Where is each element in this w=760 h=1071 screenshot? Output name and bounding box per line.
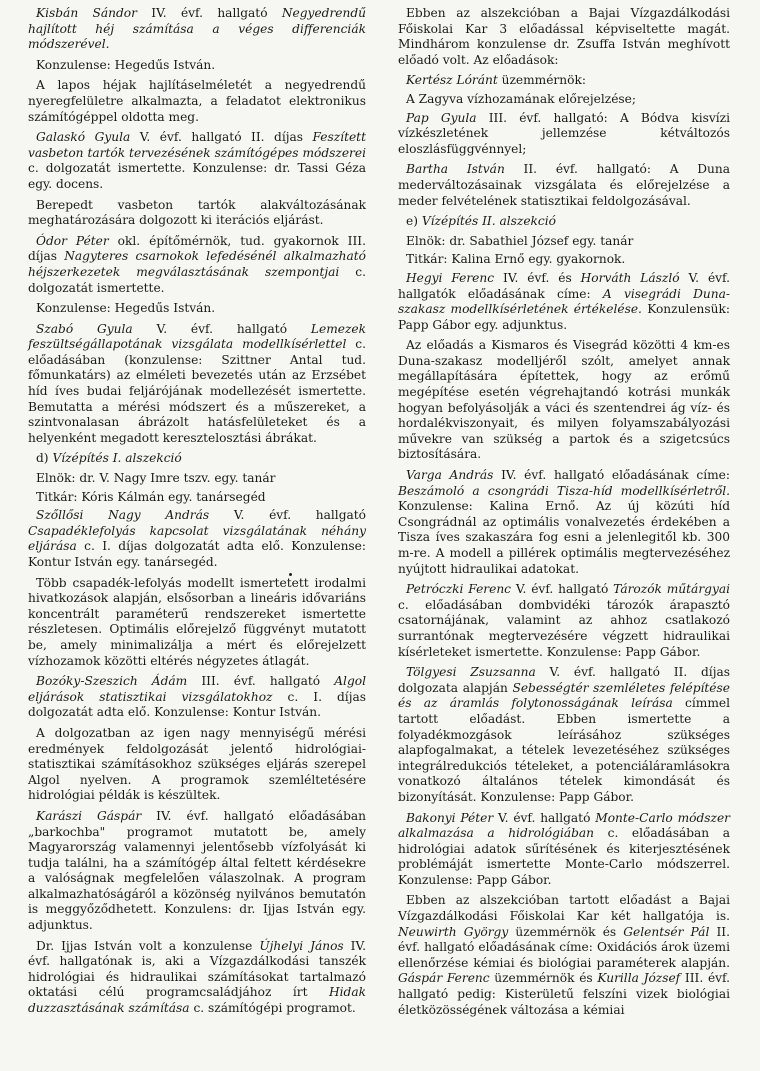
text-run: okl. építőmérnök, tud. gyakornok III. díjas (28, 233, 366, 264)
text-run: Dr. Ijjas István volt a konzulense (36, 938, 260, 953)
left-column (28, 6, 366, 1022)
paragraph (28, 726, 366, 804)
italic-text: Kertész Lóránt (406, 73, 498, 88)
paragraph (398, 665, 730, 805)
paragraph (398, 234, 730, 250)
text-run: c. számítógépi programot. (189, 1001, 356, 1016)
text-run: Konzulense: Hegedűs István. (36, 57, 216, 72)
paragraph (28, 198, 366, 229)
italic-text: Algol eljárások statisztikai vizsgálatokhoz (28, 674, 366, 704)
text-run: III. évf. hallgató (187, 674, 335, 689)
italic-text: Gáspár Ferenc (398, 971, 490, 986)
italic-text: Galaskó Gyula (36, 130, 131, 145)
text-run: Több csapadék-lefolyás modellt ismertetett irodalmi hivatkozások alapján, elsősorban a lineáris idővariáns koncentrált paraméterű rendszereket ismertette részletesen. Optimális előrejelző függvényt mutatott be, amely minimalizálja a mért és előrejelzett vízhozamok közötti eltérés négyzetes átlagát. (28, 575, 366, 668)
paragraph (28, 234, 366, 296)
text-run: Elnök: dr. V. Nagy Imre tszv. egy. tanár (36, 471, 276, 486)
paragraph (28, 78, 366, 125)
italic-text: Kurilla József (597, 971, 681, 986)
text-run: c. dolgozatát ismertette. Konzulense: dr. Tassi Géza egy. docens. (28, 161, 366, 191)
right-column (398, 6, 730, 1023)
text-run: A Zagyva vízhozamának előrejelzése; (406, 91, 636, 106)
italic-text: Bartha István (406, 162, 505, 177)
text-run: V. évf. hallgatók előadásának címe: (398, 270, 731, 301)
italic-text: Kisbán Sándor (36, 6, 137, 20)
paragraph (398, 582, 730, 660)
italic-text: Vízépítés I. alszekció (52, 451, 182, 466)
text-run: c. előadásában (konzulense: Szittner Antal tud. főmunkatárs) az elméleti bevezetés után az Erzsébet híd íves budai feljárójának modellezését ismertette. Bemutatta a mérési módszert és a műszereket, a szintvonalasan ábrázolt hatásfelületeket és a helyenként megadott keresztelosztási ábrákat. (28, 337, 367, 445)
paragraph (28, 508, 366, 570)
text-run: V. évf. hallgató II. díjas (130, 130, 313, 145)
paragraph (28, 490, 366, 506)
italic-text: Tölgyesi Zsuzsanna (406, 665, 536, 680)
text-run: V. évf. hallgató II. díjas dolgozata alapján (398, 665, 730, 695)
paragraph (398, 92, 730, 108)
italic-text: Neuwirth György (398, 924, 509, 939)
italic-text: Lemezek feszültségállapotának vizsgálata modellkísérlettel (28, 321, 366, 352)
italic-text: Újhelyi János (259, 938, 344, 953)
text-run: A lapos héjak hajlításelméletét a negyedrendű nyeregfelületre alkalmazta, a feladatot elektronikus számítógéppel oldotta meg. (28, 78, 366, 124)
text-run: Berepedt vasbeton tartók alakváltozásának meghatározására dolgozott ki iterációs eljárást. (28, 197, 366, 228)
text-run: III. évf. hallgató pedig: Kisterületű felszíni vizek biológiai életközösségének változása a kémiai (398, 971, 730, 1017)
italic-text: Karászi Gáspár (36, 808, 142, 823)
paragraph (28, 576, 366, 670)
paragraph (28, 6, 366, 53)
text-run: V. évf. hallgató (511, 582, 614, 597)
text-run: üzemmérnök és (508, 924, 624, 939)
text-run: c. I. díjas dolgozatát adta elő. Konzulense: Kontur István egy. tanársegéd. (28, 539, 366, 569)
paragraph (28, 471, 366, 487)
text-run: II. évf. hallgató előadásának címe: Oxidációs árok üzemi ellenőrzése kémiai és biológiai paraméterek alapján. (398, 924, 730, 970)
text-run: III. évf. hallgató: A Bódva kisvízi vízkészletének jellemzése kétváltozós eloszlásfüggvénnyel; (398, 110, 730, 156)
text-run: IV. évf. hallgató előadásának címe: (493, 468, 730, 483)
italic-text: Monte-Carlo módszer alkalmazása a hidrológiában (398, 810, 730, 841)
text-run: c. I. díjas dolgozatát adta elő. Konzulense: Kontur István. (28, 689, 366, 720)
italic-text: Szőllősi Nagy András (36, 508, 210, 523)
paragraph (28, 130, 366, 192)
italic-text: Tározók műtárgyai (613, 582, 730, 597)
italic-text: Negyedrendű hajlított héj számítása a véges differenciák módszerével. (28, 6, 366, 52)
italic-text: Ódor Péter (36, 233, 109, 248)
paragraph (398, 252, 730, 268)
paragraph (398, 6, 730, 68)
paragraph (398, 468, 730, 577)
paragraph (398, 338, 730, 463)
text-run: IV. évf. hallgatónak is, aki a Vízgazdálkodási tanszék hidrológiai és hidraulikai számításokat tartalmazó oktatási célú programcsaládjához írt (28, 938, 367, 1000)
italic-text: Szabó Gyula (36, 321, 133, 336)
paragraph (28, 939, 366, 1017)
text-run: IV. évf. hallgató (136, 6, 282, 20)
section-heading (28, 451, 366, 467)
text-run: IV. évf. és (494, 270, 581, 285)
text-run: d) (36, 451, 53, 466)
italic-text: Hegyi Ferenc (406, 270, 495, 285)
paragraph (398, 271, 730, 333)
italic-text: Hidak duzzasztásának számítása (28, 985, 366, 1016)
text-run: üzemmérnök: (497, 73, 586, 88)
text-run: II. évf. hallgató: A Duna mederváltozásainak vizsgálata és előrejelzése a meder felvételének statisztikai feldolgozásával. (398, 162, 731, 208)
text-run: Ebben az alszekcióban a Bajai Vízgazdálkodási Főiskolai Kar 3 előadással képviseltette magát. Mindhárom konzulense dr. Zsuffa István meghívott előadó volt. Az előadások: (398, 6, 730, 67)
text-run: c. előadásában a hidrológiai adatok sűrítésének és kiterjesztésének problémáját ismertette Monte-Carlo módszerrel. Konzulense: Papp Gábor. (398, 826, 730, 887)
paragraph (28, 322, 366, 447)
italic-text: Feszített vasbeton tartók tervezésének számítógépes módszerei (28, 130, 366, 160)
text-run: V. évf. hallgató (493, 810, 596, 825)
text-run: Elnök: dr. Sabathiel József egy. tanár (406, 233, 634, 248)
text-run: Konzulensük: Papp Gábor egy. adjunktus. (398, 302, 730, 332)
italic-text: Varga András (406, 468, 494, 483)
text-run: címmel tartott előadást. Ebben ismertette a folyadékmozgások leírásához szükséges alapfogalmakat, a tételek levezetéséhez szükséges integrálredukciós tételeket, a potenciáláramlásokra vonatkozó általános tételek kimondását és bizonyítását. Konzulense: Papp Gábor. (398, 696, 730, 804)
text-run: e) (406, 214, 422, 229)
section-heading (398, 214, 730, 230)
text-run: V. évf. hallgató (209, 508, 366, 523)
paragraph (398, 893, 730, 1018)
italic-text: Nagyteres csarnokok lefedésénél alkalmazható héjszerkezetek megválasztásának szempontjai (28, 249, 366, 279)
italic-text: Petróczki Ferenc (406, 582, 512, 597)
stray-dot-mark (289, 573, 292, 576)
text-run: c. előadásában dombvidéki tározók árapasztó csatornájának, valamint az ahhoz csatlakozó surrantónak megtervezésére végzett hidraulikai kísérleteket ismertette. Konzulense: Papp Gábor. (398, 597, 730, 659)
paragraph (398, 811, 730, 889)
text-run: V. évf. hallgató (132, 321, 311, 336)
text-run: Konzulense: Kalina Ernő. Az új közúti híd Csongrádnál az optimális vonalvezetés érdekében a Tisza íves szakaszára fog esni a jelenlegitől kb. 300 m-re. A modell a pillérek optimális megtervezéséhez nyújtott hidraulikai adatokat. (398, 499, 730, 576)
italic-text: Vízépítés II. alszekció (421, 214, 556, 229)
text-run: Az előadás a Kismaros és Visegrád közötti 4 km-es Duna-szakasz modelljéről szólt, amelyet annak megállapítására építettek, hogy az erőmű megépítése esetén végrehajtandó kotrási munkák hogyan befolyásolják a váci és szentendrei ág víz- és hordalékviszonyait, és milyen folyamszabályozási művekre van szükség a partok és a szigetcsúcs biztosítására. (398, 338, 730, 462)
italic-text: Horváth László (580, 270, 680, 285)
text-run: Konzulense: Hegedűs István. (36, 301, 216, 316)
text-run: Ebben az alszekcióban tartott előadást a Bajai Vízgazdálkodási Főiskolai Kar két hallgatója is. (398, 893, 730, 924)
italic-text: Sebességtér szemléletes felépítése és az áramlás folytonosságának leírása (398, 680, 730, 711)
paragraph (28, 674, 366, 721)
italic-text: Pap Gyula (406, 110, 477, 125)
paragraph (398, 162, 730, 209)
paragraph (398, 111, 730, 158)
text-run: Titkár: Kóris Kálmán egy. tanársegéd (36, 489, 266, 504)
italic-text: Gelentsér Pál (623, 924, 710, 939)
paragraph (28, 301, 366, 317)
italic-text: Csapadéklefolyás kapcsolat vizsgálatának néhány eljárása (28, 523, 366, 554)
italic-text: Bakonyi Péter (406, 810, 494, 825)
paragraph (28, 58, 366, 74)
text-run: IV. évf. hallgató előadásában „barkochba" programot mutatott be, amely Magyarország valamennyi jelentősebb vízfolyását ki tudja találni, ha a számítógép által feltett kérdésekre a valóságnak megfelelően válaszolnak. A program alkalmazhatóságáról a közönség nyilvános bemutatón is meggyőződhetett. Konzulens: dr. Ijjas István egy. adjunktus. (28, 808, 366, 933)
italic-text: Bozóky-Szeszich Ádám (36, 674, 188, 689)
text-run: Titkár: Kalina Ernő egy. gyakornok. (406, 252, 626, 267)
text-run: c. dolgozatát ismertette. (28, 264, 366, 295)
paragraph (28, 809, 366, 934)
italic-text: A visegrádi Duna-szakasz modellkísérletének értékelése. (398, 286, 731, 317)
italic-text: Beszámoló a csongrádi Tisza-híd modellkísérletről. (398, 483, 730, 498)
text-run: A dolgozatban az igen nagy mennyiségű mérési eredmények feldolgozását jelentő hidrológiai-statisztikai számításokhoz szükséges eljárás szerepel Algol nyelven. A programok szemléltetésére hidrológiai példák is készültek. (28, 725, 366, 803)
paragraph (398, 73, 730, 89)
text-run: üzemmérnök és (489, 971, 598, 986)
